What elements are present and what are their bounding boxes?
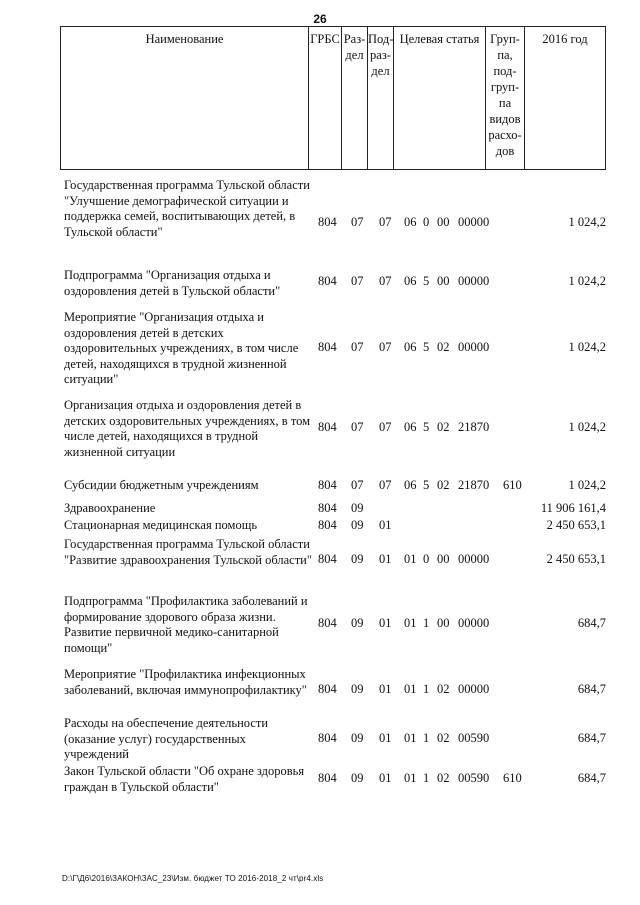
row-grbs: 804 — [318, 731, 337, 745]
row-grbs: 804 — [318, 420, 337, 434]
row-amount-2016: 11 906 161,4 — [540, 501, 606, 515]
row-podrazdel: 07 — [379, 340, 392, 354]
row-podrazdel: 07 — [379, 420, 392, 434]
row-target-direction: 00590 — [458, 771, 490, 785]
row-podrazdel: 01 — [379, 552, 392, 566]
header-target-article: Целевая статья — [394, 27, 486, 169]
row-target-event: 02 — [437, 731, 450, 745]
row-razdel: 09 — [351, 731, 364, 745]
row-target-event: 02 — [437, 340, 450, 354]
row-grbs: 804 — [318, 518, 337, 532]
row-target-program: 06 — [404, 478, 417, 492]
row-target-event: 00 — [437, 274, 450, 288]
row-target-subprogram: 1 — [423, 616, 430, 630]
row-target-subprogram: 5 — [423, 420, 430, 434]
row-amount-2016: 684,7 — [577, 771, 606, 785]
row-grbs: 804 — [318, 340, 337, 354]
row-podrazdel: 01 — [379, 771, 392, 785]
row-name: Расходы на обеспечение деятельности (оказание услуг) государственных учреждений — [64, 716, 269, 761]
row-name: Подпрограмма "Профилактика заболеваний и формирование здорового образа жизни. Развитие первичной медико-санитарной помощи" — [64, 594, 308, 655]
row-amount-2016: 2 450 653,1 — [546, 552, 606, 566]
row-razdel: 09 — [351, 682, 364, 696]
header-podrazdel: Под- раз- дел — [368, 27, 394, 169]
row-grbs: 804 — [318, 771, 337, 785]
row-target-direction: 00000 — [458, 215, 490, 229]
row-podrazdel: 07 — [379, 215, 392, 229]
row-razdel: 07 — [351, 215, 364, 229]
row-target-program: 06 — [404, 215, 417, 229]
row-grbs: 804 — [318, 501, 337, 515]
row-razdel: 09 — [351, 501, 364, 515]
row-name: Здравоохранение — [64, 501, 156, 515]
header-expense-group: Груп- па, под- груп- па видов расхо- дов — [486, 27, 525, 169]
row-target-subprogram: 5 — [423, 478, 430, 492]
row-expense-group: 610 — [503, 771, 522, 785]
row-razdel: 07 — [351, 274, 364, 288]
row-podrazdel: 07 — [379, 274, 392, 288]
row-target-program: 01 — [404, 731, 417, 745]
row-target-program: 01 — [404, 682, 417, 696]
row-amount-2016: 1 024,2 — [568, 274, 606, 288]
row-target-event: 00 — [437, 215, 450, 229]
row-amount-2016: 1 024,2 — [568, 340, 606, 354]
row-razdel: 07 — [351, 340, 364, 354]
row-target-subprogram: 5 — [423, 340, 430, 354]
row-target-event: 02 — [437, 420, 450, 434]
row-name: Мероприятие "Профилактика инфекционных заболеваний, включая иммунопрофилактику" — [64, 667, 307, 697]
row-amount-2016: 2 450 653,1 — [546, 518, 606, 532]
row-target-program: 01 — [404, 552, 417, 566]
row-amount-2016: 1 024,2 — [568, 215, 606, 229]
row-target-direction: 00000 — [458, 274, 490, 288]
row-target-program: 06 — [404, 274, 417, 288]
row-target-program: 06 — [404, 420, 417, 434]
row-grbs: 804 — [318, 478, 337, 492]
row-target-subprogram: 1 — [423, 771, 430, 785]
row-amount-2016: 684,7 — [577, 731, 606, 745]
row-target-program: 06 — [404, 340, 417, 354]
row-target-direction: 00000 — [458, 552, 490, 566]
row-target-subprogram: 0 — [423, 215, 430, 229]
row-grbs: 804 — [318, 682, 337, 696]
row-target-direction: 21870 — [458, 478, 490, 492]
row-name: Закон Тульской области "Об охране здоровья граждан в Тульской области" — [64, 764, 305, 794]
row-name: Субсидии бюджетным учреждениям — [64, 478, 259, 492]
row-target-subprogram: 1 — [423, 682, 430, 696]
row-razdel: 09 — [351, 552, 364, 566]
row-name: Организация отдыха и оздоровления детей в детских оздоровительных учреждениях, в том числе детей, находящихся в трудной жизненной ситуации — [64, 398, 311, 459]
row-razdel: 09 — [351, 518, 364, 532]
row-target-event: 02 — [437, 771, 450, 785]
row-target-event: 00 — [437, 552, 450, 566]
row-amount-2016: 684,7 — [577, 682, 606, 696]
row-target-direction: 00000 — [458, 616, 490, 630]
row-podrazdel: 01 — [379, 731, 392, 745]
row-target-event: 02 — [437, 682, 450, 696]
row-target-program: 01 — [404, 616, 417, 630]
row-grbs: 804 — [318, 274, 337, 288]
page-number: 26 — [313, 12, 327, 26]
row-expense-group: 610 — [503, 478, 522, 492]
row-amount-2016: 1 024,2 — [568, 420, 606, 434]
row-target-subprogram: 1 — [423, 731, 430, 745]
row-name: Государственная программа Тульской области "Развитие здравоохранения Тульской области" — [64, 537, 312, 567]
row-grbs: 804 — [318, 215, 337, 229]
row-target-subprogram: 5 — [423, 274, 430, 288]
row-podrazdel: 01 — [379, 682, 392, 696]
row-name: Подпрограмма "Организация отдыха и оздоровления детей в Тульской области" — [64, 268, 281, 298]
row-target-subprogram: 0 — [423, 552, 430, 566]
row-razdel: 09 — [351, 616, 364, 630]
row-target-program: 01 — [404, 771, 417, 785]
row-podrazdel: 01 — [379, 616, 392, 630]
row-target-direction: 00000 — [458, 340, 490, 354]
row-razdel: 09 — [351, 771, 364, 785]
row-target-event: 00 — [437, 616, 450, 630]
row-podrazdel: 07 — [379, 478, 392, 492]
row-target-event: 02 — [437, 478, 450, 492]
row-target-direction: 00590 — [458, 731, 490, 745]
row-name: Мероприятие "Организация отдыха и оздоровления детей в детских оздоровительных учреждениях, в том числе детей, находящихся в трудной жизненной ситуации" — [64, 310, 299, 386]
row-razdel: 07 — [351, 420, 364, 434]
header-grbs: ГРБС — [309, 27, 342, 169]
header-name: Наименование — [60, 27, 309, 169]
row-name: Стационарная медицинская помощь — [64, 518, 258, 532]
file-path-footer: D:\Г\Д6\2016\ЗАКОН\ЗАС_23\Изм. бюджет ТО 2016-2018_2 чт\pr4.xls — [62, 874, 324, 883]
row-razdel: 07 — [351, 478, 364, 492]
row-amount-2016: 684,7 — [577, 616, 606, 630]
header-year-2016: 2016 год — [525, 27, 606, 169]
row-grbs: 804 — [318, 616, 337, 630]
header-razdel: Раз- дел — [342, 27, 368, 169]
row-podrazdel: 01 — [379, 518, 392, 532]
row-target-direction: 21870 — [458, 420, 490, 434]
row-grbs: 804 — [318, 552, 337, 566]
row-target-direction: 00000 — [458, 682, 490, 696]
row-amount-2016: 1 024,2 — [568, 478, 606, 492]
row-name: Государственная программа Тульской области "Улучшение демографической ситуации и поддержка семей, воспитывающих детей, в Тульской области" — [64, 178, 310, 239]
